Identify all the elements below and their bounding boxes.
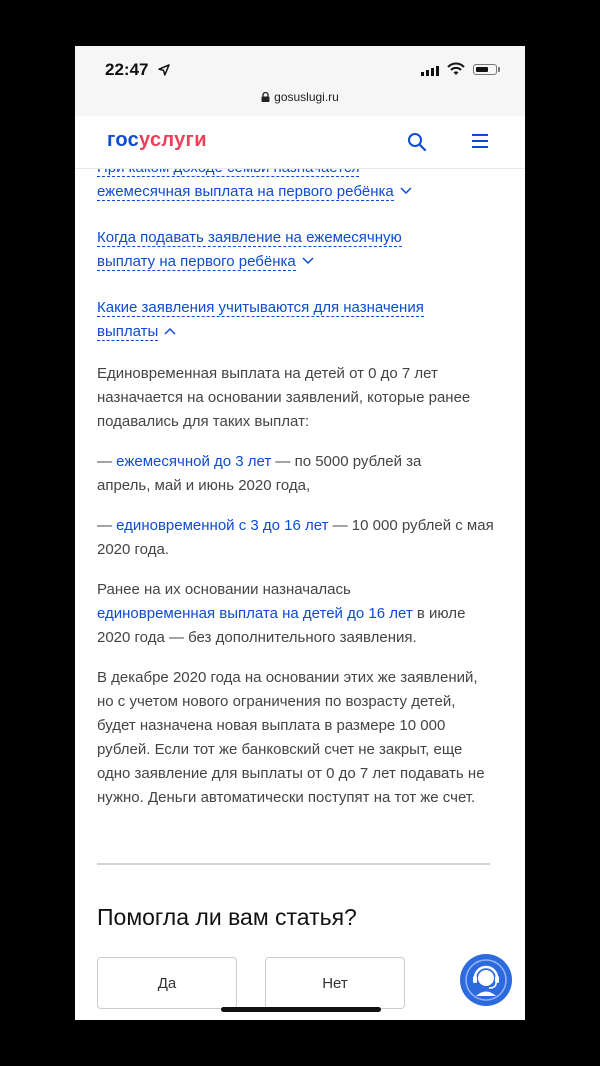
article-paragraph-2 bbox=[97, 450, 467, 498]
faq-item-which-applications[interactable] bbox=[97, 296, 467, 344]
cellular-signal-icon bbox=[421, 66, 439, 76]
article-paragraph-5: В декабре 2020 года на основании этих же заявлений, но с учетом нового ограничения по возрасту детей, будет назначена новая выплата в размере 10 000 рублей. Если тот же банковский счет не закрыт, еще одно заявление для выплаты от 0 до 7 лет подавать не нужно. Деньги автоматически поступят на тот же счет. bbox=[97, 669, 485, 806]
article-paragraph-3 bbox=[97, 514, 497, 562]
faq-link-text[interactable]: ежемесячная выплата на первого ребёнка bbox=[97, 183, 394, 200]
link-monthly-to-3[interactable]: ежемесячной до 3 лет bbox=[116, 453, 272, 470]
location-arrow-icon bbox=[158, 64, 170, 76]
feedback-no-button[interactable]: Нет bbox=[265, 957, 405, 1009]
faq-link-text[interactable]: Когда подавать заявление на ежемесячную выплату на первого ребёнка bbox=[97, 229, 402, 270]
dash: — bbox=[97, 517, 112, 534]
feedback-question: Помогла ли вам статья? bbox=[97, 904, 357, 930]
support-agent-icon bbox=[460, 954, 512, 1006]
phone-screen bbox=[75, 46, 525, 1020]
support-chat-button[interactable] bbox=[460, 954, 512, 1006]
divider bbox=[97, 863, 490, 865]
gosuslugi-logo[interactable] bbox=[107, 129, 207, 152]
wifi-icon bbox=[447, 62, 465, 76]
paragraph-2-rest: — по 5000 рублей за апрель, май и июнь 2020 года, bbox=[97, 453, 422, 494]
paragraph-4-rest: в июле 2020 года — без дополнительного заявления. bbox=[97, 605, 466, 646]
article-paragraph-1: Единовременная выплата на детей от 0 до 7 лет назначается на основании заявлений, которые ранее подавались для таких выплат: bbox=[97, 365, 471, 430]
article-content bbox=[97, 156, 497, 810]
battery-icon bbox=[473, 64, 497, 75]
link-lump-sum-under-16[interactable]: единовременная выплата на детей до 16 лет bbox=[97, 605, 413, 622]
feedback-yes-button[interactable]: Да bbox=[97, 957, 237, 1009]
paragraph-3-rest: — 10 000 рублей с мая 2020 года. bbox=[97, 517, 494, 558]
url-text: gosuslugi.ru bbox=[274, 90, 339, 104]
faq-item-when[interactable] bbox=[97, 226, 442, 274]
site-header bbox=[75, 116, 525, 169]
dash: — bbox=[97, 453, 112, 470]
lock-icon bbox=[261, 92, 270, 102]
article-paragraph-4 bbox=[97, 578, 467, 650]
clock: 22:47 bbox=[105, 60, 149, 79]
logo-part-gos: гос bbox=[107, 129, 140, 151]
chevron-down-icon[interactable] bbox=[302, 257, 314, 265]
paragraph-4-start: Ранее на их основании назначалась bbox=[97, 581, 351, 598]
battery-tip bbox=[498, 67, 500, 72]
status-bar bbox=[75, 46, 525, 126]
link-lump-sum-3-to-16[interactable]: единовременной с 3 до 16 лет bbox=[116, 517, 329, 534]
hamburger-menu-icon[interactable] bbox=[471, 133, 489, 149]
home-indicator[interactable] bbox=[221, 1007, 381, 1012]
address-bar[interactable] bbox=[75, 90, 525, 104]
chevron-down-icon[interactable] bbox=[400, 187, 412, 195]
faq-link-text[interactable]: Какие заявления учитываются для назначения выплаты bbox=[97, 299, 424, 340]
chevron-up-icon[interactable] bbox=[164, 327, 176, 335]
search-icon[interactable] bbox=[407, 132, 427, 152]
logo-part-uslugi: услуги bbox=[139, 129, 207, 151]
